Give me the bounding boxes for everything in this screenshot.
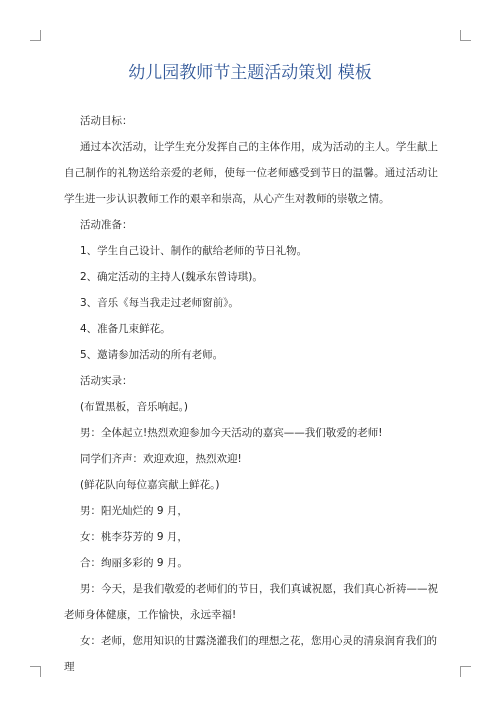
dialogue-line-6: 男：今天，是我们敬爱的老师们的节日，我们真诚祝愿，我们真心祈祷——祝老师身体健康，工作愉快，永远幸福! xyxy=(64,583,438,621)
dialogue-line-1: 男：全体起立!热烈欢迎参加今天活动的嘉宾——我们敬爱的老师! xyxy=(80,427,383,439)
heading-activity-goals: 活动目标： xyxy=(80,115,133,127)
list-item-prep-1: 1、学生自己设计、制作的献给老师的节日礼物。 xyxy=(80,245,308,257)
heading-activity-preparation: 活动准备： xyxy=(80,219,133,231)
crop-mark-bottom-right xyxy=(460,666,471,677)
dialogue-line-4: 女：桃李芬芳的 9 月， xyxy=(80,531,188,543)
heading-activity-record: 活动实录： xyxy=(80,375,133,387)
list-item-prep-3: 3、音乐《每当我走过老师窗前》。 xyxy=(80,297,239,309)
stage-direction-2: (鲜花队向每位嘉宾献上鲜花。) xyxy=(80,479,220,491)
crop-mark-bottom-left xyxy=(30,666,41,677)
document-title: 幼儿园教师节主题活动策划 模板 xyxy=(128,63,372,83)
list-item-prep-2: 2、确定活动的主持人(魏承东曾诗琪)。 xyxy=(80,271,263,283)
list-item-prep-4: 4、准备几束鲜花。 xyxy=(80,323,171,335)
document-body xyxy=(64,108,438,680)
crop-mark-top-right xyxy=(460,30,471,41)
list-item-prep-5: 5、邀请参加活动的所有老师。 xyxy=(80,349,224,361)
dialogue-line-3: 男：阳光灿烂的 9 月， xyxy=(80,505,188,517)
paragraph-goals-text: 通过本次活动，让学生充分发挥自己的主体作用，成为活动的主人。学生献上自己制作的礼物送给亲爱的老师，使每一位老师感受到节日的温馨。通过活动让学生进一步认识教师工作的艰辛和崇高，从心产生对教师的崇敬之情。 xyxy=(64,141,438,205)
stage-direction-1: (布置黑板，音乐响起。) xyxy=(80,401,188,413)
dialogue-line-2: 同学们齐声：欢迎欢迎，热烈欢迎! xyxy=(80,453,242,465)
dialogue-line-5: 合：绚丽多彩的 9 月。 xyxy=(80,557,188,569)
crop-mark-top-left xyxy=(30,30,41,41)
dialogue-line-7: 女：老师，您用知识的甘露浇灌我们的理想之花，您用心灵的清泉润育我们的理 xyxy=(64,635,437,673)
